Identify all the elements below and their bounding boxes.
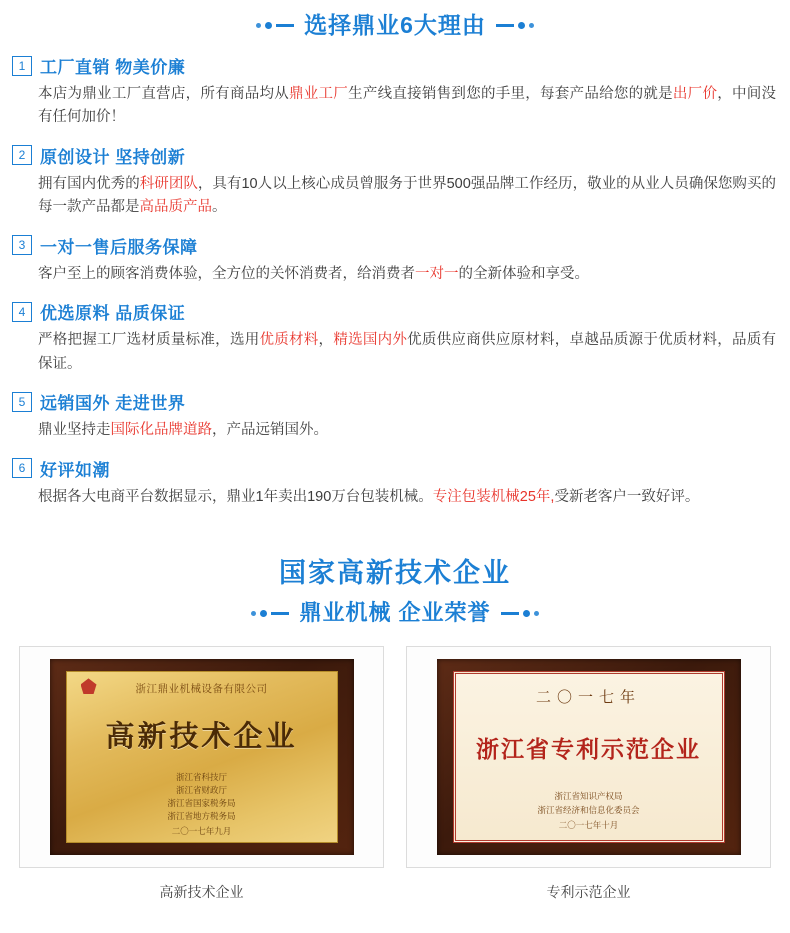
reason-body [12,83,776,130]
body-text: 鼎业坚持走 [38,422,111,439]
highlight-text: 精选国内外 [333,332,408,349]
certificate-company: 浙江鼎业机械设备有限公司 [135,684,268,696]
reason-title: 原创设计 坚持创新 [40,147,186,167]
body-text: 受新老客户一致好评。 [554,488,700,505]
reason-header [12,456,776,481]
reason-item [12,389,776,442]
reason-header [12,389,776,414]
body-text: 拥有国内优秀的 [38,175,140,192]
certificate-year: 二〇一七年 [535,690,641,707]
gold-plate [66,671,338,843]
body-text: ，产品远销国外。 [212,422,328,439]
certificate-image-hi-tech[interactable] [19,646,384,868]
plaque-frame [50,659,354,855]
body-text: ，中间没有任何加价！ [38,86,777,126]
certificate-item[interactable] [19,646,384,902]
reason-body [12,329,776,376]
honor-left-decoration [251,610,289,617]
honor-subheading-text: 鼎业机械 企业荣誉 [299,600,491,626]
reason-header [12,143,776,168]
company-logo-icon [81,678,97,694]
body-text: 。 [212,199,227,216]
certificate-main-text: 浙江省专利示范企业 [476,737,701,763]
reason-title: 好评如潮 [40,460,110,480]
reason-header [12,53,776,78]
reason-item [12,299,776,376]
body-text: 根据各大电商平台数据显示，鼎业1年卖出190万台包装机械。 [38,488,433,505]
certificate-date: 二〇一七年十月 [558,819,619,830]
body-text: 客户至上的顾客消费体验，全方位的关怀消费者，给消费者 [38,265,415,282]
certificate-item[interactable] [406,646,771,902]
certificate-date: 二〇一七年九月 [171,826,232,837]
body-text: ， [318,332,334,349]
reason-number: 6 [12,458,32,478]
reason-item [12,53,776,130]
honor-title: 国家高新技术企业 [279,558,511,589]
highlight-text: 高品质产品 [139,199,212,216]
reason-title: 优选原料 品质保证 [40,304,186,324]
reason-body [12,263,776,286]
reason-item [12,233,776,286]
highlight-text: 国际化品牌道路 [110,422,212,439]
section-heading [0,14,790,37]
reason-title: 远销国外 走进世界 [40,394,186,414]
section-heading-text: 选择鼎业6大理由 [304,12,486,38]
reason-body [12,486,776,509]
certificate-caption: 专利示范企业 [546,884,631,901]
reason-header [12,233,776,258]
reason-number: 4 [12,302,32,322]
body-text: 优质供应商供应原材料，卓越品质源于优质材料，品质有保证。 [38,332,777,372]
highlight-text: 一对一 [415,265,459,282]
reason-number: 2 [12,145,32,165]
plaque-frame [437,659,741,855]
honor-subheading [0,602,790,624]
reason-number: 5 [12,392,32,412]
body-text: 生产线直接销售到您的手里，每套产品给您的就是 [348,86,673,102]
reason-body [12,173,776,220]
reason-header [12,299,776,324]
reason-number: 3 [12,235,32,255]
certificate-image-patent[interactable] [406,646,771,868]
highlight-text: 出厂价 [672,86,718,102]
reason-number: 1 [12,56,32,76]
heading-left-decoration [256,22,294,29]
reason-item [12,456,776,509]
certificate-caption: 高新技术企业 [159,884,244,901]
reasons-list [0,53,790,509]
certificate-issuers: 浙江省知识产权局 浙江省经济和信息化委员会 [537,791,640,815]
certificate-main-text: 高新技术企业 [105,721,298,754]
reason-title: 一对一售后服务保障 [40,237,198,257]
page-root [0,14,790,933]
body-text: 的全新体验和享受。 [458,265,589,282]
honor-right-decoration [501,610,539,617]
highlight-text: 鼎业工厂 [289,86,349,102]
highlight-text: 优质材料 [259,332,319,349]
reason-item [12,143,776,220]
cream-plate [453,671,725,843]
reason-body [12,419,776,442]
certificate-gallery [0,646,790,902]
body-text: 严格把握工厂选材质量标准，选用 [38,332,260,349]
body-text: ，具有10人以上核心成员曾服务于世界500强品牌工作经历，敬业的从业人员确保您购买的每一款产品都是 [38,175,777,216]
highlight-text: 科研团队 [139,175,198,192]
reason-title: 工厂直销 物美价廉 [40,58,186,77]
highlight-text: 专注包装机械25年, [432,488,555,505]
heading-right-decoration [496,22,534,29]
certificate-issuers: 浙江省科技厅 浙江省财政厅 浙江省国家税务局 浙江省地方税务局 [167,772,236,821]
body-text: 本店为鼎业工厂直营店，所有商品均从 [38,86,290,102]
